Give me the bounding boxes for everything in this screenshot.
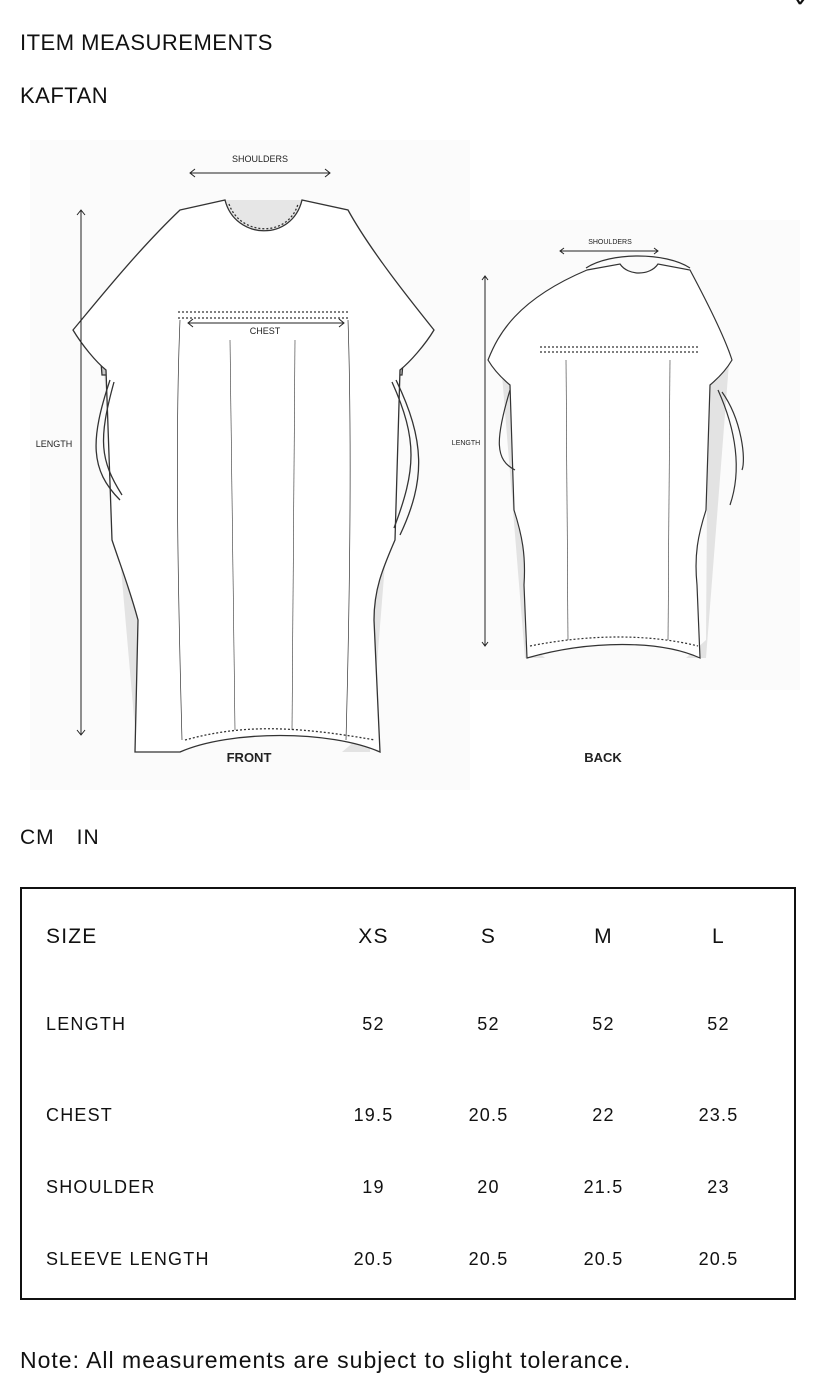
table-cell: 20.5 [468,1248,509,1269]
table-row [46,1079,776,1151]
table-cell: 20.5 [583,1248,624,1269]
kaftan-measurement-diagram [30,140,800,800]
table-cell: 52 [362,1013,385,1034]
product-name: KAFTAN [20,83,109,108]
front-shoulders-label: SHOULDERS [231,154,289,164]
table-cell: 21.5 [583,1176,624,1197]
size-header-label: SIZE [46,925,98,948]
row-label: SLEEVE LENGTH [46,1248,210,1269]
table-cell: 23 [707,1176,730,1197]
back-length-label: LENGTH [451,440,481,447]
table-cell: 52 [477,1013,500,1034]
back-shoulders-label: SHOULDERS [588,239,632,246]
size-table [46,915,776,1295]
unit-toggle [20,826,100,850]
table-cell: 52 [707,1013,730,1034]
table-cell: 19 [362,1176,385,1197]
tolerance-note: Note: All measurements are subject to slight tolerance. [20,1347,632,1373]
table-row [46,959,776,1079]
size-m-header: M [594,925,613,948]
table-cell: 52 [592,1013,615,1034]
size-chart [20,887,796,1300]
size-l-header: L [712,925,725,948]
size-s-header: S [480,925,497,948]
back-caption: BACK [584,750,622,765]
size-xs-header: XS [358,925,389,948]
row-label: CHEST [46,1104,114,1125]
front-length-label: LENGTH [35,439,73,449]
table-cell: 20 [477,1176,500,1197]
table-cell: 20.5 [468,1104,509,1125]
unit-cm-button[interactable]: CM [20,826,55,849]
unit-in-button[interactable]: IN [76,826,100,849]
table-cell: 22 [592,1104,615,1125]
table-row [46,1223,776,1295]
front-chest-label: CHEST [249,326,281,336]
table-cell: 20.5 [353,1248,394,1269]
row-label: LENGTH [46,1013,127,1034]
page-title: ITEM MEASUREMENTS [20,30,273,55]
table-cell: 20.5 [698,1248,739,1269]
row-label: SHOULDER [46,1176,156,1197]
front-caption: FRONT [226,750,272,765]
table-cell: 23.5 [698,1104,739,1125]
table-row [46,1151,776,1223]
close-icon [786,0,816,6]
size-header-row [46,915,776,959]
close-button[interactable] [786,0,816,6]
table-cell: 19.5 [353,1104,394,1125]
